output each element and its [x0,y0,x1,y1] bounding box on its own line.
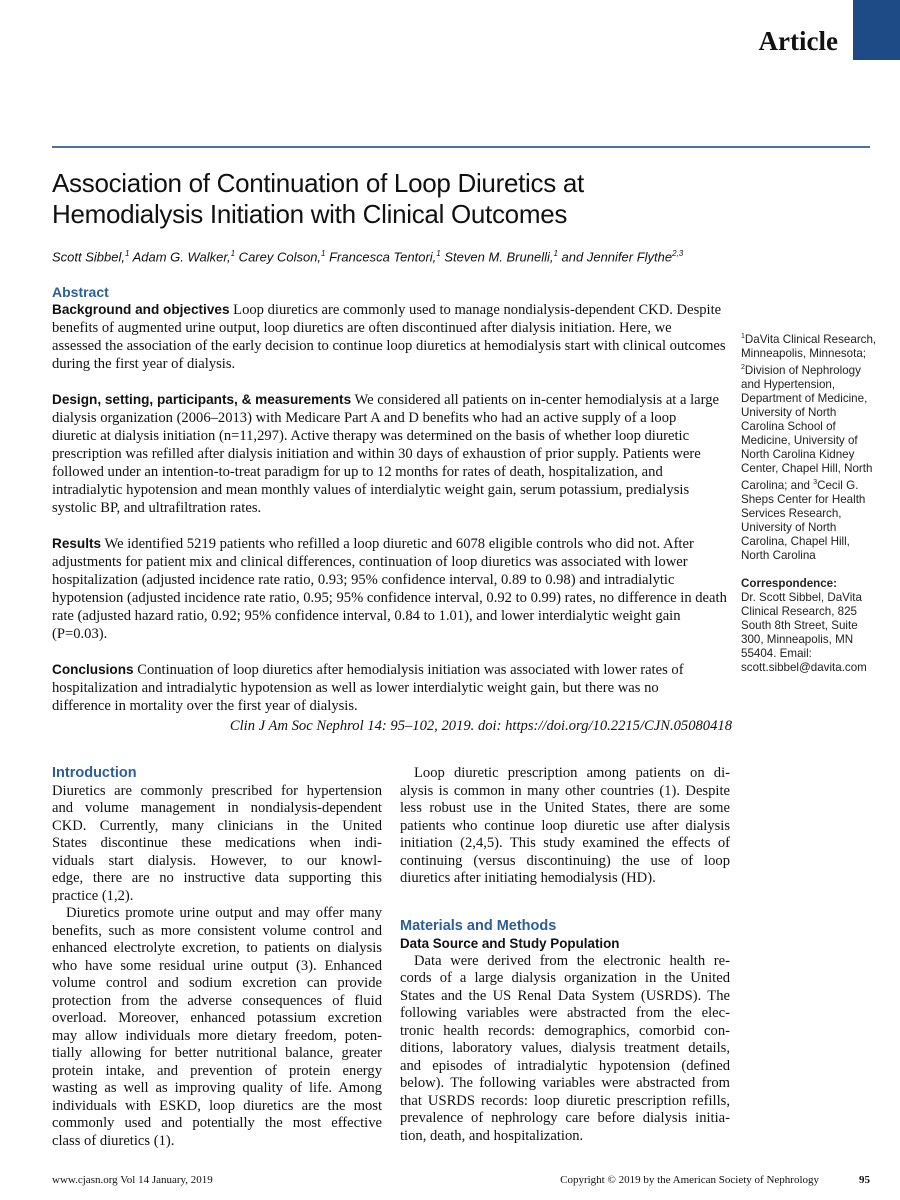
introduction-line: patients who continue loop diuretic use after dialysis [400,817,730,834]
affiliation-text: Division of Nephrology and Hypertension, Department of Medicine, University of North Carolina School of Medicine, University of North Carolina Kidney Center, Chapel Hill, North Carolina; and [741,363,873,492]
introduction-line: wasting as well as improving quality of life. Among [52,1080,382,1096]
introduction-line: initiation (2,4,5). This study examined the effects of [400,835,730,851]
introduction-heading: Introduction [52,765,137,781]
abstract-paragraph [52,301,732,373]
left-column [52,765,382,1150]
methods-line: ditions, laboratory values, dialysis treatment details, [400,1040,730,1056]
affiliation-text: Cecil G. Sheps Center for Health Services Research, University of North Carolina, Chapel Hill, North Carolina [741,478,866,562]
author-affiliation-mark: 2,3 [672,249,684,258]
abstract-line: followed under an intention-to-treat paradigm for up to 12 months for rates of death, hospitalization, and [52,464,663,480]
methods-line: Data were derived from the electronic health re- [414,952,730,969]
methods-line: that USRDS records: loop diuretic prescription refills, [400,1092,730,1109]
brand-color-bar [853,0,900,60]
correspondence-heading: Correspondence: [741,576,837,590]
author-affiliation-mark: 1 [230,249,236,258]
paper-title [52,168,584,230]
body-columns [52,765,730,1150]
introduction-line: protein intake, and prevention of protein energy [52,1062,382,1079]
author-name: Adam G. Walker, [129,249,231,265]
author-name: Carey Colson, [235,249,322,265]
abstract-line: during the first year of dialysis. [52,356,236,372]
abstract-line [52,391,732,409]
main-flow [52,284,873,1190]
abstract-line: assessed the association of the early decision to continue loop diuretics at hemodialysis start with clinical outcomes [52,338,726,354]
abstract-line-text: We considered all patients on in-center hemodialysis at a large [351,392,720,408]
introduction-line: individuals with ESKD, loop diuretics are the most [52,1097,382,1114]
affiliation-number: 1 [741,333,745,340]
introduction-line: and volume management in nondialysis-dependent [52,800,382,816]
introduction-line: tially allowing for better nutritional balance, greater [52,1045,382,1061]
methods-line: tion, death, and hospitalization. [400,1127,584,1144]
page-number: 95 [859,1174,870,1186]
abstract-line-text: Continuation of loop diuretics after hemodialysis initiation was associated with lower rates of [133,662,684,678]
methods-heading: Materials and Methods [400,917,557,934]
introduction-line: continuing (versus discontinuing) the use of loop [400,852,730,869]
abstract-line: hospitalization and intradialytic hypotension as well as lower interdialytic weight gain, but there was no [52,680,659,696]
affiliation-text: DaVita Clinical Research, Minneapolis, Minnesota; [741,332,877,360]
author-affiliation-mark: 1 [321,249,326,258]
right-column [400,765,730,1150]
abstract-heading: Abstract [52,284,109,300]
abstract-line: systolic BP, and ultrafiltration rates. [52,500,262,516]
abstract-line: hospitalization (adjusted incidence rate ratio, 0.93; 95% confidence interval, 0.89 to 0.98) and intradialytic [52,572,675,588]
introduction-line: less robust use in the United States, there are some [400,800,730,816]
introduction-line: diuretics after initiating hemodialysis (HD). [400,870,656,886]
abstract-line: rate (adjusted hazard ratio, 0.92; 95% confidence interval, 0.84 to 1.01), and lower interdialytic weight gain [52,608,681,624]
introduction-line: Diuretics are commonly prescribed for hypertension [52,782,382,799]
introduction-line: practice (1,2). [52,887,134,904]
abstract-section-label: Background and objectives [52,302,230,317]
methods-line: tronic health records: demographics, comorbid con- [400,1022,730,1039]
introduction-line: commonly used and potentially the most effective [52,1115,382,1131]
abstract-line: dialysis organization (2006–2013) with Medicare Part A and D benefits who had an active supply of a loop [52,410,677,426]
introduction-line: overload. Moreover, enhanced potassium excretion [52,1010,382,1026]
author-name: and Jennifer Flythe [557,249,673,265]
correspondence-text: Dr. Scott Sibbel, DaVita Clinical Research, 825 South 8th Street, Suite 300, Minneapolis, MN 55404. Email: scott.sibbel@davita.com [741,590,867,674]
abstract-line: benefits of augmented urine output, loop diuretics are often discontinued after dialysis initiation. Here, we [52,320,672,336]
methods-subheading: Data Source and Study Population [400,936,620,951]
introduction-line: viduals start dialysis. However, to our knowl- [52,852,382,869]
abstract-line [52,301,732,319]
abstract-line [52,661,732,679]
introduction-line: who have some residual urine output (3). Enhanced [52,957,382,974]
abstract-paragraph [52,391,732,517]
introduction-line: Diuretics promote urine output and may offer many [66,905,382,921]
methods-line: and episodes of intradialytic hypotension (defined [400,1057,730,1074]
author-name: Steven M. Brunelli, [440,249,554,265]
article-type-label: Article [758,26,838,56]
abstract-section-label: Conclusions [52,662,134,677]
abstract-line-text: We identified 5219 patients who refilled a loop diuretic and 6078 eligible controls who did not. After [101,536,694,552]
abstract-line: intradialytic hypotension and mean monthly values of interdialytic weight gain, serum potassium, predialysis [52,482,690,498]
title-line: Association of Continuation of Loop Diuretics at [52,168,584,198]
introduction-line: States discontinue these medications when indi- [52,835,382,851]
introduction-line: enhanced electrolyte excretion, to patients on dialysis [52,940,382,956]
abstract-line: hypotension (adjusted incidence rate ratio, 0.95; 95% confidence interval, 0.92 to 0.99) rates, no difference in death [52,590,727,606]
methods-line: cords of a large dialysis organization in the United [400,970,730,986]
abstract-section-label: Design, setting, participants, & measurements [52,392,352,407]
abstract-section-label: Results [52,536,102,551]
header-rule [52,146,870,148]
author-name: Scott Sibbel, [52,249,125,265]
methods-line: prevalence of nephrology care before dialysis initia- [400,1110,730,1126]
introduction-line: Loop diuretic prescription among patients on di- [414,765,730,781]
introduction-line: benefits, such as more consistent volume control and [52,922,382,939]
abstract-line: prescription was refilled after dialysis initiation and within 30 days of exhaustion of prior supply. Patients were [52,446,701,462]
author-name: Francesca Tentori, [325,249,437,265]
introduction-body [52,783,382,1151]
journal-url-issue: www.cjasn.org Vol 14 January, 2019 [52,1174,213,1186]
introduction-line: alysis is common in many other countries (1). Despite [400,782,730,799]
abstract-paragraph [52,661,732,715]
author-list [52,249,683,264]
author-affiliation-mark: 1 [125,249,130,258]
abstract-line: (P=0.03). [52,626,108,642]
introduction-line: CKD. Currently, many clinicians in the United [52,817,382,834]
author-affiliation-mark: 1 [436,249,441,258]
introduction-line: class of diuretics (1). [52,1132,175,1149]
abstract-line: difference in mortality over the first year of dialysis. [52,698,358,714]
page-footer [52,1174,870,1190]
methods-line: following variables were abstracted from the elec- [400,1005,730,1021]
citation: Clin J Am Soc Nephrol 14: 95–102, 2019. doi: https://doi.org/10.2215/CJN.05080418 [229,718,732,734]
abstract-line-text: Loop diuretics are commonly used to manage nondialysis-dependent CKD. Despite [229,302,722,318]
copyright: Copyright © 2019 by the American Society of Nephrology [560,1174,819,1186]
abstract [52,284,732,735]
introduction-continued [400,765,730,888]
abstract-line [52,535,732,553]
affiliation-number: 3 [813,478,818,486]
introduction-line: edge, there are no instructive data supporting this [52,870,382,886]
abstract-line: diuretic at dialysis initiation (n=11,297). Active therapy was determined on the basis of whether loop diuretic [52,428,690,444]
introduction-line: may allow individuals more dietary freedom, poten- [52,1027,382,1044]
methods-line: States and the US Renal Data System (USRDS). The [400,987,730,1004]
author-affiliation-mark: 1 [553,249,558,258]
abstract-line: adjustments for patient mix and clinical differences, continuation of loop diuretics was associated with lower [52,554,688,570]
abstract-paragraph [52,535,732,643]
methods-line: below). The following variables were abstracted from [400,1075,730,1091]
abstract-body [52,301,732,715]
title-line: Hemodialysis Initiation with Clinical Outcomes [52,199,568,229]
introduction-line: protection from the adverse consequences of fluid [52,992,382,1009]
introduction-line: volume control and sodium excretion can provide [52,975,382,991]
methods-body [400,953,730,1146]
affiliation-number: 2 [741,363,745,371]
